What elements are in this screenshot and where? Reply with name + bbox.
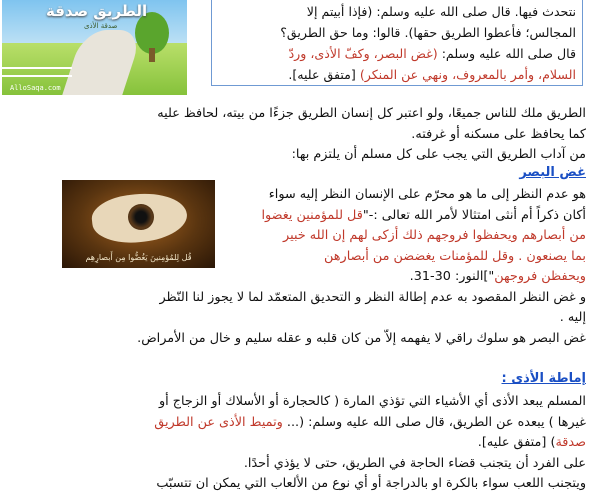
- intro-line-2: كما يحافظ على مسكنه أو غرفته.: [411, 126, 586, 142]
- hadith-box: [211, 0, 583, 86]
- image-watermark: AlloSaqa.com: [10, 84, 61, 92]
- quran-quote-start: قل للمؤمنين يغضوا: [261, 207, 363, 223]
- quran-quote-line-5: [8, 267, 586, 288]
- remove-harm-line-5: ويتجنب اللعب سواء بالكرة او بالدراجة أو أي نوع من الألعاب التي يمكن ان تتسبّب: [156, 476, 586, 491]
- quran-reference: "]النور: 30-31.: [409, 269, 495, 284]
- image-title: الطريق صدقة: [46, 2, 148, 20]
- lower-gaze-line-2-text: أكان ذكراً أم أنثى امتثالا لأمر الله تعالى :-": [362, 207, 586, 223]
- hadith-line-3: [218, 43, 576, 64]
- remove-harm-line-2-text: غيرها ) يبعده عن الطريق، قال صلى الله عليه وسلم: (...: [282, 414, 586, 430]
- hadith-quote-1: (غض البصر، وكفّ الأذى، وردّ: [288, 46, 438, 61]
- lower-gaze-text-full: [8, 226, 586, 349]
- hadith-line-3-text: قال صلى الله عليه وسلم:: [437, 46, 576, 61]
- image-subtitle: صدقة الأذى: [84, 22, 118, 30]
- hadith-quote-3-end: صدقة: [555, 435, 586, 450]
- tree-trunk: [149, 48, 155, 62]
- hadith-line-2: المجالس؛ فأعطوا الطريق حقها). قالوا: وما حق الطريق؟: [280, 25, 576, 40]
- hadith-source: [متفق عليه].: [288, 67, 360, 82]
- heading-remove-harm: إماطة الأذى :: [501, 371, 586, 386]
- remove-harm-line-3: [8, 433, 586, 454]
- fence: [2, 67, 72, 77]
- eye-image-caption: قُل لِلمُؤمِنينَ يَغُضُّوا مِن أَبصارِهِم: [85, 253, 192, 262]
- quran-quote-end: ويحفظن فروجهن: [494, 269, 586, 284]
- hadith-line-4: [218, 64, 576, 85]
- intro-line-1: الطريق ملك للناس جميعًا، ولو اعتبر كل إنسان الطريق جزءًا من بيته، لحافظ عليه: [157, 106, 586, 121]
- hadith-line-1: نتحدث فيها. قال صلى الله عليه وسلم: (فإذا أبيتم إلا: [306, 4, 576, 19]
- lower-gaze-line-6: و غض النظر المقصود به عدم إطالة النظر و التحديق المتعمّد لما لا يجوز لنا النّظر: [159, 289, 586, 305]
- hadith-quote-3: وتميط الأذى عن الطريق: [154, 414, 283, 430]
- remove-harm-source: ) [متفق عليه].: [477, 435, 556, 450]
- lower-gaze-line-7: إليه .: [559, 310, 586, 325]
- intro-line-3: من آداب الطريق التي يجب على كل مسلم أن يلتزم بها:: [291, 147, 586, 162]
- lower-gaze-line-1: هو عدم النظر إلى ما هو محرّم على الإنسان النظر إليه سواء: [268, 187, 586, 202]
- quran-quote-line-4: بما يصنعون . وقل للمؤمنات يغضضن من أبصارهن: [324, 248, 586, 264]
- intro-paragraph: [8, 104, 586, 166]
- heading-lower-gaze: غض البصر: [519, 165, 586, 180]
- remove-harm-line-2: [8, 413, 586, 434]
- remove-harm-text: [8, 392, 586, 495]
- lower-gaze-line-2: [222, 206, 586, 227]
- remove-harm-line-1: المسلم يبعد الأذى أي الأشياء التي تؤذي المارة ( كالحجارة أو الأسلاك أو الزجاج أو: [158, 394, 586, 409]
- hadith-quote-2: السلام، وأمر بالمعروف، ونهي عن المنكر): [359, 67, 576, 82]
- quran-quote-line-3: من أبصارهم ويحفظوا فروجهم ذلك أزكى لهم إن الله خبير: [283, 228, 586, 243]
- lower-gaze-line-8: غض البصر هو سلوك راقي لا يفهمه إلاّ من كان قلبه و عقله سليم و خال من الأمراض.: [137, 330, 586, 346]
- lower-gaze-text: [222, 185, 586, 226]
- road-illustration: [2, 0, 187, 95]
- remove-harm-line-4: على الفرد أن يتجنب قضاء الحاجة في الطريق، حتى لا يؤذي أحدًا.: [243, 455, 586, 471]
